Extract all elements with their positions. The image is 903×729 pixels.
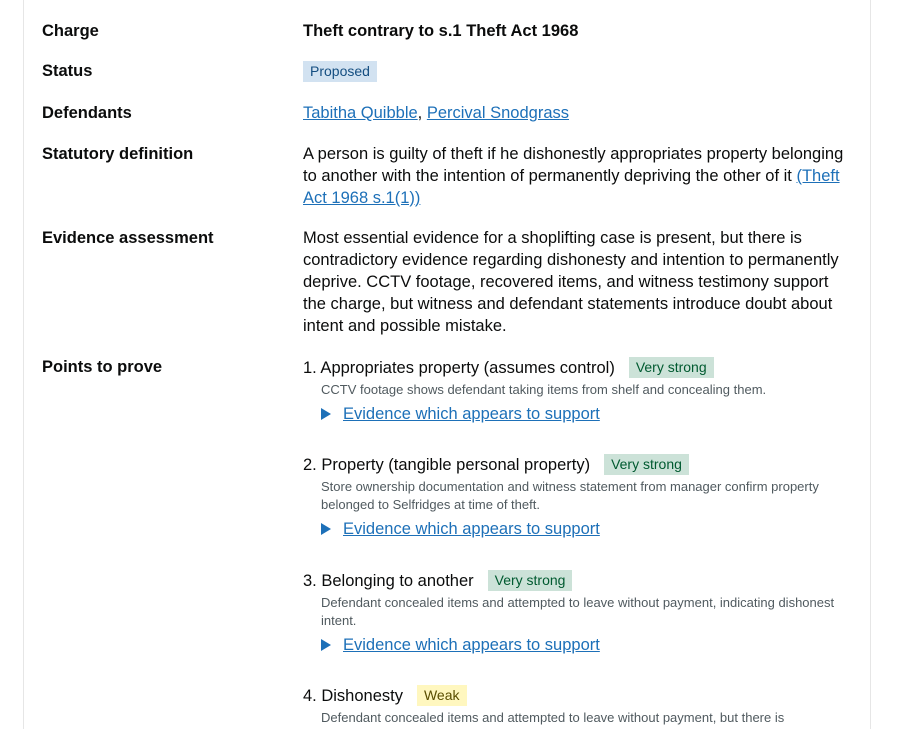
statutory-definition-value [303, 143, 848, 209]
evidence-details-toggle[interactable] [321, 634, 863, 656]
defendants-label: Defendants [42, 104, 132, 122]
defendant-link-2[interactable]: Percival Snodgrass [426, 104, 569, 122]
statutory-definition-text: A person is guilty of theft if he dishonestly appropriates property belonging to another with the intention of permanently depriving the other of it [303, 145, 844, 185]
point-description: CCTV footage shows defendant taking items from shelf and concealing them. [321, 382, 767, 397]
point-title: 3. Belonging to another [303, 572, 474, 590]
strength-badge: Very strong [604, 454, 689, 475]
statutory-reference-link[interactable]: (Theft Act 1968 s.1(1)) [303, 167, 840, 207]
point-title-container [303, 569, 863, 593]
defendant-link-1[interactable]: Tabitha Quibble [303, 104, 418, 122]
point-item [303, 453, 863, 540]
point-description: Store ownership documentation and witness statement from manager confirm property belonged to Selfridges at time of theft. [321, 479, 819, 512]
point-description: Defendant concealed items and attempted to leave without payment, but there is [321, 710, 785, 725]
charge-value: Theft contrary to s.1 Theft Act 1968 [303, 22, 579, 40]
statutory-definition-label: Statutory definition [42, 145, 194, 163]
point-description: Defendant concealed items and attempted to leave without payment, indicating dishonest intent. [321, 595, 835, 628]
points-to-prove-label: Points to prove [42, 358, 163, 376]
status-label: Status [42, 62, 93, 80]
point-title: 1. Appropriates property (assumes control) [303, 359, 615, 377]
strength-badge: Very strong [629, 357, 714, 378]
evidence-assessment-text: Most essential evidence for a shoplifting case is present, but there is contradictory evidence regarding dishonesty and intention to permanently deprive. CCTV footage, recovered items, and witness testimony support the charge, but witness and defendant statements introduce doubt about intent and possible mistake. [303, 229, 839, 335]
evidence-details-toggle[interactable] [321, 403, 863, 425]
point-item [303, 356, 863, 425]
disclosure-triangle-icon [321, 639, 331, 651]
point-title: 4. Dishonesty [303, 687, 403, 705]
evidence-assessment-label: Evidence assessment [42, 229, 214, 247]
disclosure-triangle-icon [321, 408, 331, 420]
disclosure-triangle-icon [321, 523, 331, 535]
case-summary-panel [23, 0, 871, 729]
evidence-details-label[interactable]: Evidence which appears to support [343, 405, 600, 423]
evidence-details-toggle[interactable] [321, 518, 863, 540]
strength-badge: Weak [417, 685, 467, 706]
point-title-container [303, 684, 863, 708]
defendants-value [303, 102, 855, 124]
evidence-details-label[interactable]: Evidence which appears to support [343, 636, 600, 654]
point-item [303, 569, 863, 656]
status-value-container [303, 60, 855, 82]
charge-label: Charge [42, 22, 99, 40]
point-title-container [303, 453, 863, 477]
point-item [303, 684, 863, 727]
point-title: 2. Property (tangible personal property) [303, 456, 591, 474]
evidence-details-label[interactable]: Evidence which appears to support [343, 520, 600, 538]
defendants-separator: , [417, 104, 427, 122]
point-title-container [303, 356, 863, 380]
strength-badge: Very strong [488, 570, 573, 591]
status-badge: Proposed [303, 61, 377, 82]
